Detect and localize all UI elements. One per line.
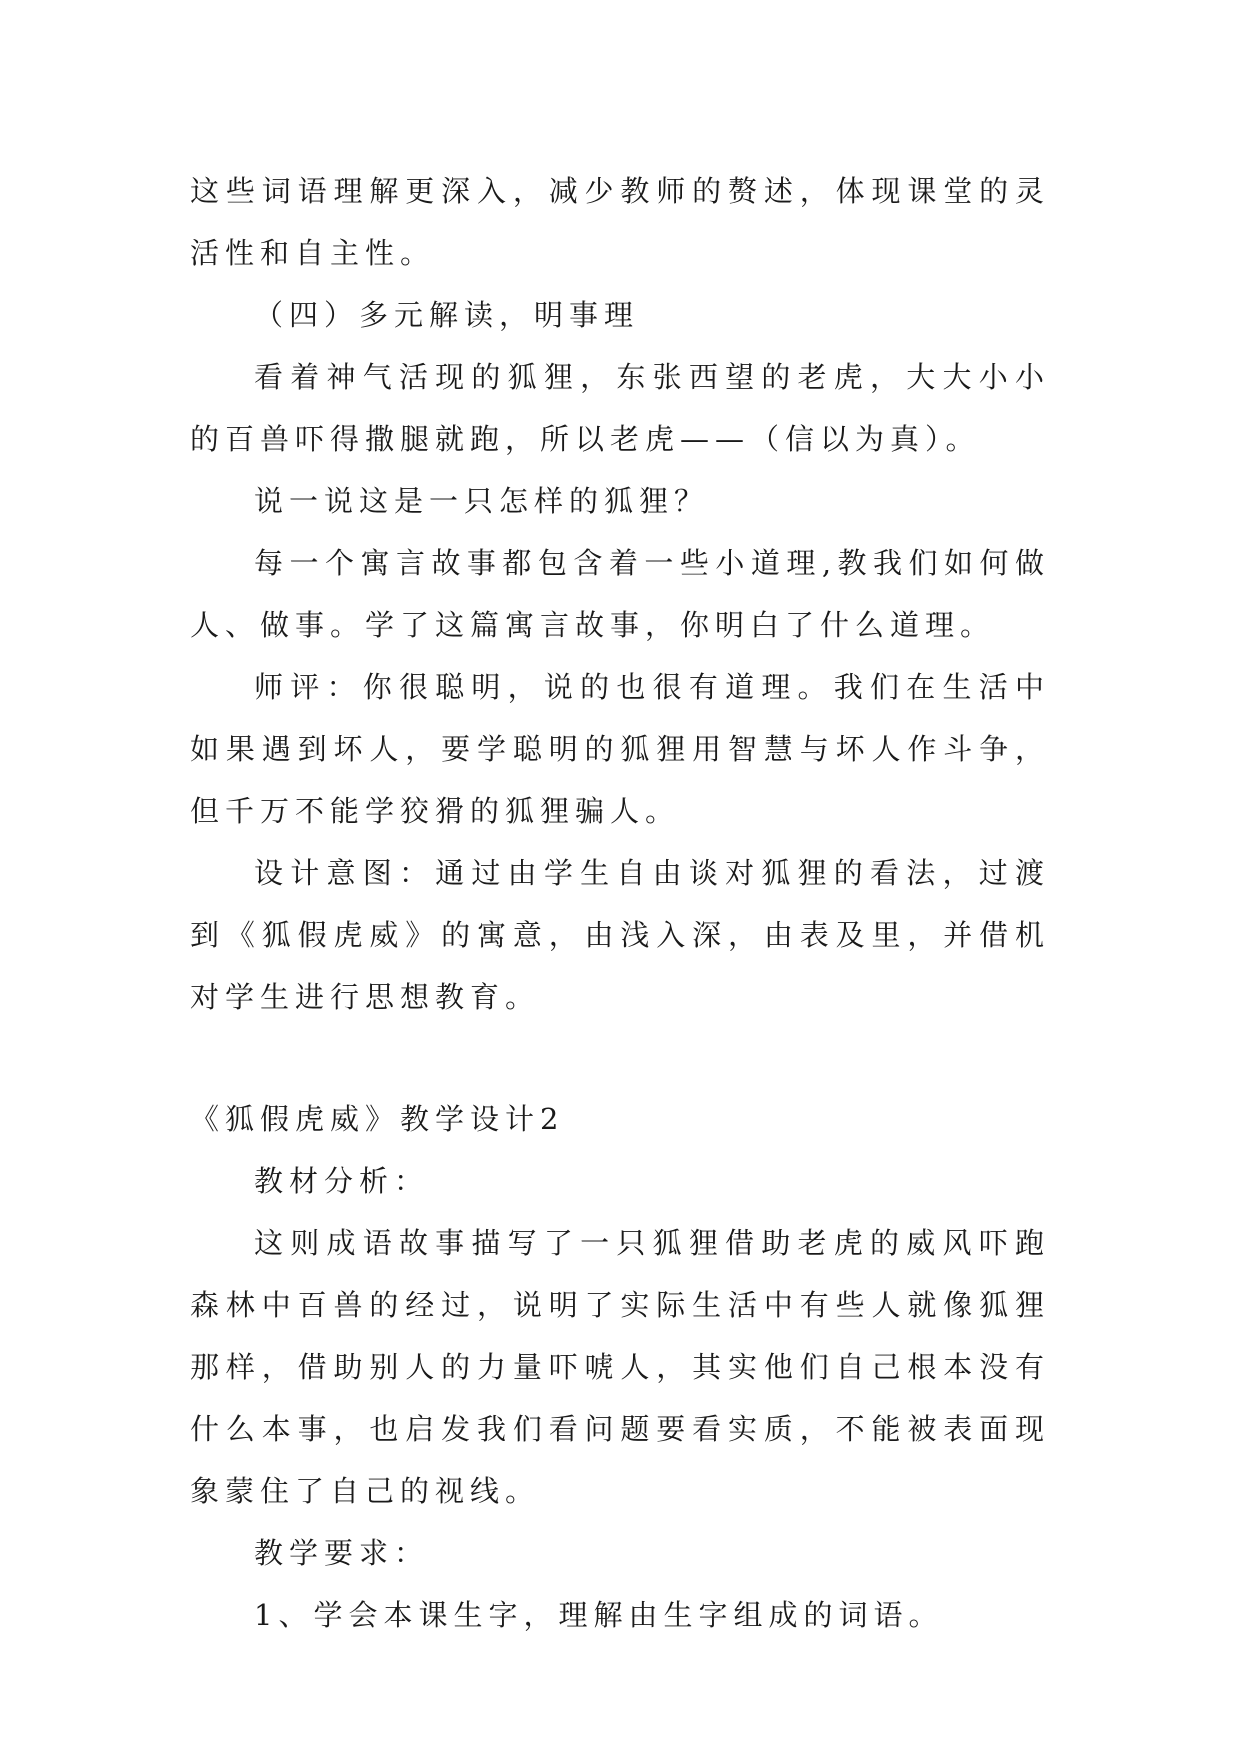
paragraph-fox-scene: 看着神气活现的狐狸，东张西望的老虎，大大小小的百兽吓得撒腿就跑，所以老虎——（信以为真）。 (190, 360, 1050, 456)
requirement-item-1: 1、学会本课生字，理解由生字组成的词语。 (254, 1598, 944, 1632)
analysis-label: 教材分析： (254, 1164, 430, 1198)
paragraph-design-intent: 设计意图：通过由学生自由谈对狐狸的看法，过渡到《狐假虎威》的寓意，由浅入深，由表及里，并借机对学生进行思想教育。 (190, 856, 1050, 1014)
continuation-paragraph: 这些词语理解更深入，减少教师的赘述，体现课堂的灵活性和自主性。 (190, 174, 1050, 270)
paragraph-question: 说一说这是一只怎样的狐狸？ (254, 484, 710, 518)
document-page (190, 160, 1050, 1646)
section-heading: （四）多元解读，明事理 (254, 298, 640, 332)
document-title: 《狐假虎威》教学设计2 (190, 1102, 565, 1136)
section-spacer (190, 1028, 1050, 1088)
requirements-label: 教学要求： (254, 1536, 430, 1570)
analysis-paragraph: 这则成语故事描写了一只狐狸借助老虎的威风吓跑森林中百兽的经过，说明了实际生活中有些人就像狐狸那样，借助别人的力量吓唬人，其实他们自己根本没有什么本事，也启发我们看问题要看实质，不能被表面现象蒙住了自己的视线。 (190, 1226, 1050, 1508)
paragraph-moral: 每一个寓言故事都包含着一些小道理,教我们如何做人、做事。学了这篇寓言故事，你明白了什么道理。 (190, 546, 1050, 642)
paragraph-teacher-comment: 师评：你很聪明，说的也很有道理。我们在生活中如果遇到坏人，要学聪明的狐狸用智慧与坏人作斗争，但千万不能学狡猾的狐狸骗人。 (190, 670, 1050, 828)
